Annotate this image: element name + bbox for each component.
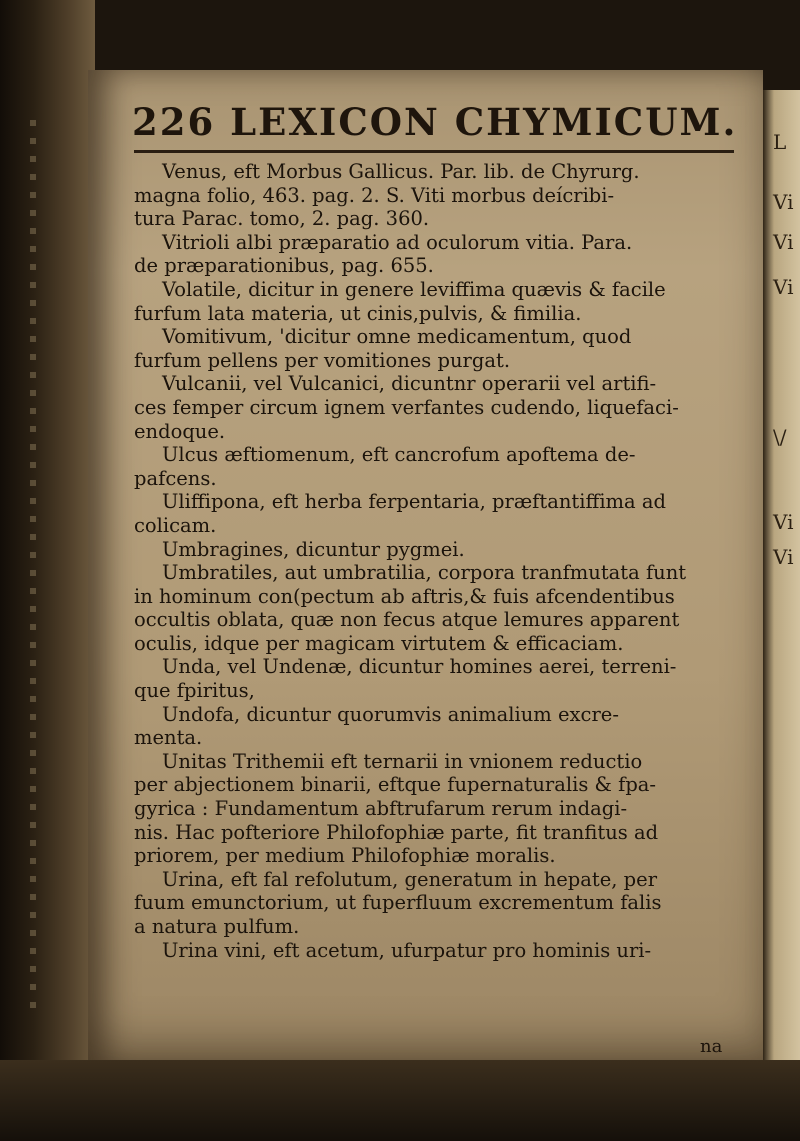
entry-line: Ulcus æftiomenum, eft cancrofum apoftema de-	[162, 443, 636, 467]
running-head: 226 LEXICON CHYMICUM.	[132, 100, 738, 144]
entry-line: Vomitivum, 'dicitur omne medicamentum, quod	[162, 325, 632, 349]
entry-line: de præparationibus, pag. 655.	[134, 254, 434, 278]
edge-fragment: Vi	[773, 190, 794, 214]
entry-line: occultis oblata, quæ non fecus atque lemures apparent	[134, 608, 680, 632]
entry-line: endoque.	[134, 419, 226, 443]
entry-line: gyrica : Fundamentum abftrufarum rerum indagi-	[134, 797, 628, 821]
entry-line: Vulcanii, vel Vulcanici, dicuntnr operarii vel artifi-	[162, 372, 657, 396]
entry-line: fuum emunctorium, ut fuperfluum excrementum falis	[134, 891, 662, 915]
entry-line: Uliffipona, eft herba ferpentaria, præftantiffima ad	[162, 490, 666, 514]
entry-line: menta.	[134, 726, 203, 750]
entry-line: Undofa, dicuntur quorumvis animalium excre-	[162, 702, 619, 726]
entry-line: Urina, eft fal refolutum, generatum in hepate, per	[162, 867, 658, 891]
bottom-shadow	[0, 1060, 800, 1141]
book-binding-left	[0, 0, 95, 1141]
edge-fragment: Vi	[773, 275, 794, 299]
edge-fragment: Vi	[773, 230, 794, 254]
head-rule	[134, 150, 734, 153]
dictionary-entries	[134, 160, 734, 962]
entry-line: colicam.	[134, 513, 217, 537]
entry-line: Umbragines, dicuntur pygmei.	[162, 537, 465, 561]
entry-line: a natura pulfum.	[134, 915, 300, 938]
entry-line: Volatile, dicitur in genere leviffima quævis & facile	[162, 277, 666, 301]
entry-line: Vitrioli albi præparatio ad oculorum vitia. Para.	[162, 230, 633, 254]
entry-line: priorem, per medium Philofophiæ moralis.	[134, 844, 556, 868]
entry-line: furfum lata materia, ut cinis,pulvis, & fimilia.	[134, 301, 582, 325]
edge-fragment: L	[773, 130, 787, 154]
catchword: na	[700, 1036, 723, 1057]
entry-line: Unda, vel Undenæ, dicuntur homines aerei, terreni-	[162, 655, 677, 679]
adjacent-page-edge	[763, 90, 800, 1090]
entry-line: Unitas Trithemii eft ternarii in vnionem reductio	[162, 749, 643, 773]
edge-fragment: \/	[773, 425, 787, 449]
entry-line: per abjectionem binarii, eftque fupernaturalis & fpa-	[134, 773, 657, 797]
entry-line: pafcens.	[134, 466, 217, 490]
edge-fragment: Vi	[773, 510, 794, 534]
entry-line: nis. Hac pofteriore Philofophiæ parte, fit tranfitus ad	[134, 820, 659, 844]
entry-line: que fpiritus,	[134, 679, 255, 703]
edge-fragment: Vi	[773, 545, 794, 569]
entry-line: Urina vini, eft acetum, ufurpatur pro hominis uri-	[162, 938, 652, 962]
entry-line: tura Parac. tomo, 2. pag. 360.	[134, 207, 430, 231]
entry-line: magna folio, 463. pag. 2. S. Viti morbus deícribi-	[134, 183, 615, 207]
entry-line: furfum pellens per vomitiones purgat.	[134, 348, 511, 372]
entry-line: in hominum con(pectum ab aftris,& fuis afcendentibus	[134, 584, 675, 608]
entry-line: Umbratiles, aut umbratilia, corpora tranfmutata funt	[162, 561, 687, 585]
entry-line: Venus, eft Morbus Gallicus. Par. lib. de Chyrurg.	[162, 160, 640, 183]
entry-line: oculis, idque per magicam virtutem & efficaciam.	[134, 631, 624, 655]
entry-line: ces femper circum ignem verfantes cudendo, liquefaci-	[134, 395, 679, 419]
